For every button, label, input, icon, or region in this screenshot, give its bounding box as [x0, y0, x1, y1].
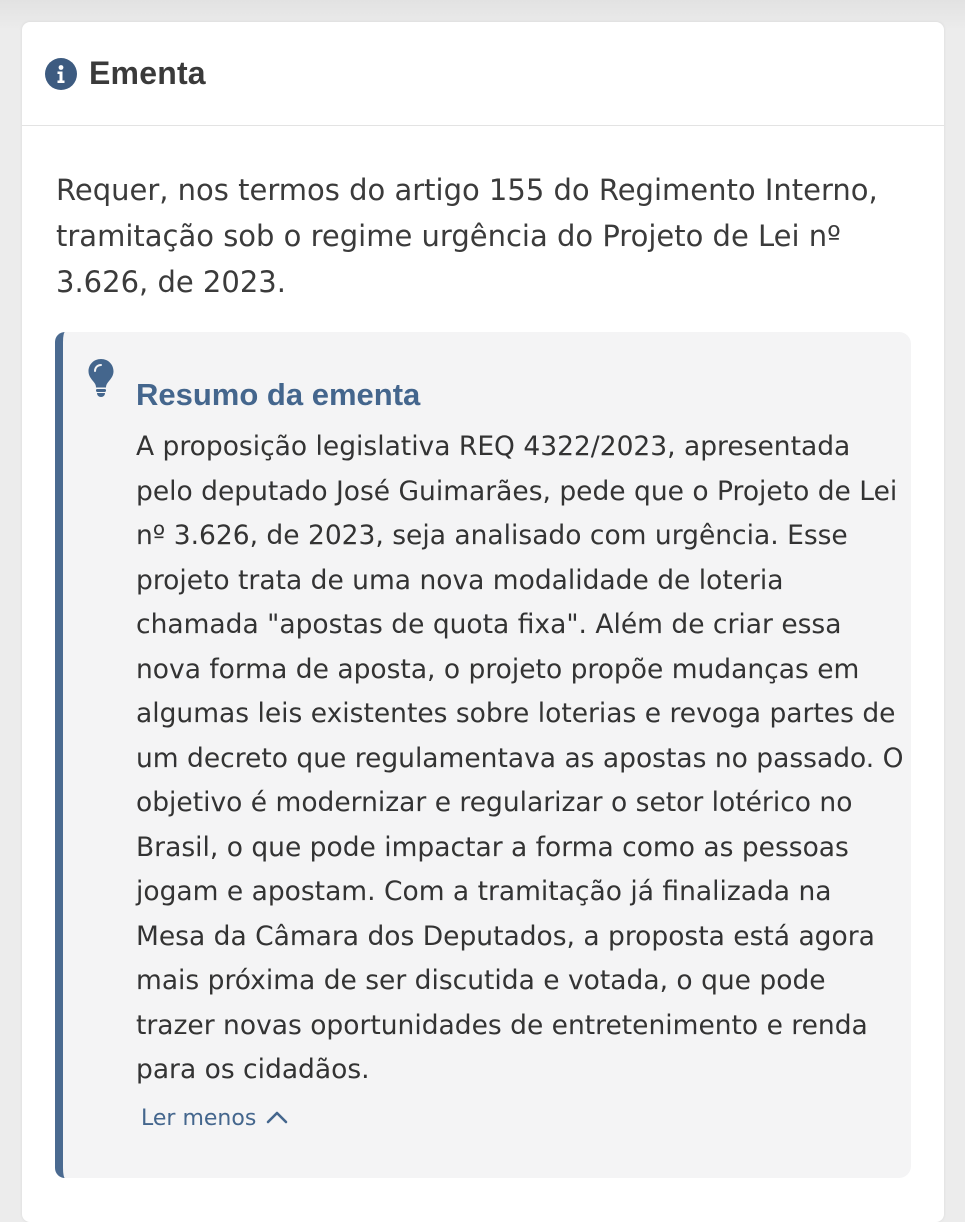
card-header [22, 22, 944, 126]
ementa-card [22, 22, 944, 1222]
resumo-box [55, 332, 911, 1178]
lightbulb-icon [87, 358, 115, 402]
resumo-body: A proposição legislativa REQ 4322/2023, apresentada pelo deputado José Guimarães, pede que o Projeto de Lei nº 3.626, de 2023, seja analisado com urgência. Esse projeto trata de uma nova modalidade de loteria chamada "apostas de quota fixa". Além de criar essa nova forma de aposta, o projeto propõe mudanças em algumas leis existentes sobre loterias e revoga partes de um decreto que regulamentava as apostas no passado. O objetivo é modernizar e regularizar o setor lotérico no Brasil, o que pode impactar a forma como as pessoas jogam e apostam. Com a tramitação já finalizada na Mesa da Câmara dos Deputados, a proposta está agora mais próxima de ser discutida e votada, o que pode trazer novas oportunidades de entretenimento e renda para os cidadãos. [136, 431, 904, 1085]
ler-menos-button[interactable] [141, 1106, 288, 1131]
ler-menos-label: Ler menos [141, 1106, 257, 1131]
page-title: Ementa [89, 55, 206, 91]
info-icon [45, 58, 77, 90]
chevron-up-icon [266, 1109, 288, 1128]
ementa-text: Requer, nos termos do artigo 155 do Regimento Interno, tramitação sob o regime urgência do Projeto de Lei nº 3.626, de 2023. [56, 173, 878, 299]
resumo-title: Resumo da ementa [136, 377, 421, 412]
